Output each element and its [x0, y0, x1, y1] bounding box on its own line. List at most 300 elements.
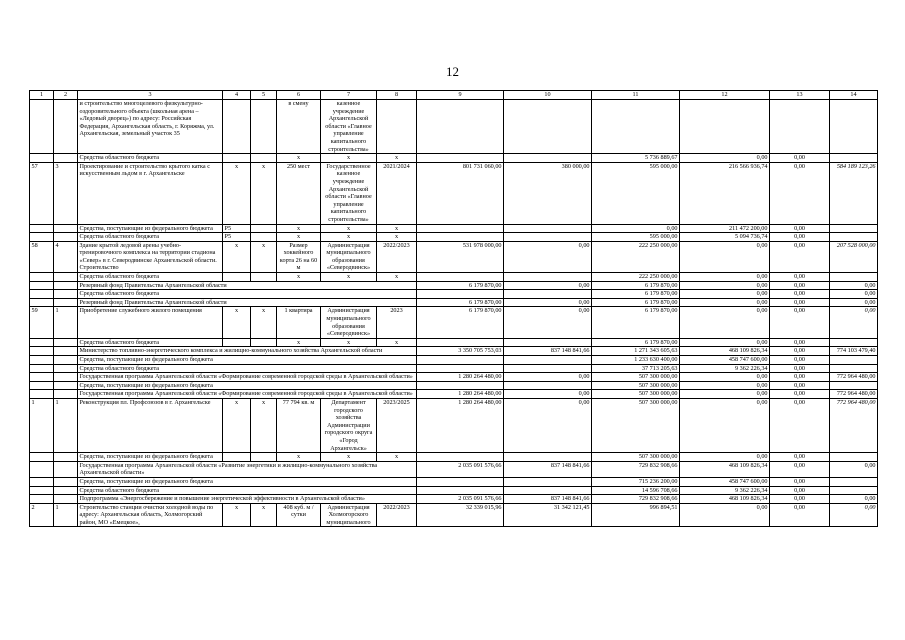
column-number: 8 — [377, 91, 417, 100]
table-cell — [830, 364, 878, 373]
table-cell: 1 квартира — [277, 307, 321, 338]
table-cell: Резервный фонд Правительства Архангельской области — [78, 298, 417, 307]
column-number: 7 — [321, 91, 377, 100]
table-cell: 0,00 — [770, 224, 830, 233]
table-cell — [417, 356, 504, 365]
table-cell: 1 271 343 605,63 — [592, 347, 680, 356]
table-row — [30, 347, 878, 356]
table-cell — [830, 338, 878, 347]
table-cell — [417, 100, 504, 154]
table-cell: 772 964 480,00 — [830, 398, 878, 452]
table-cell — [251, 273, 277, 282]
table-cell — [830, 453, 878, 462]
table-cell: Департамент городского хозяйства Администрации городского округа «Город Архангельск» — [321, 398, 377, 452]
table-cell — [223, 100, 251, 154]
table-cell: 3 350 705 753,03 — [417, 347, 504, 356]
table-cell: 1 — [54, 398, 78, 452]
table-cell: 0,00 — [770, 290, 830, 299]
table-cell: 772 964 480,00 — [830, 373, 878, 382]
table-cell: 6 179 870,00 — [417, 307, 504, 338]
table-cell: 6 179 870,00 — [592, 290, 680, 299]
table-cell: 31 342 121,45 — [504, 503, 592, 527]
table-cell: х — [251, 398, 277, 452]
table-cell: 0,00 — [770, 486, 830, 495]
table-cell: 0,00 — [592, 224, 680, 233]
table-cell: 2 035 091 576,66 — [417, 495, 504, 504]
table-cell — [830, 100, 878, 154]
table-cell: 2 — [30, 503, 54, 527]
table-cell — [223, 154, 251, 163]
table-cell — [30, 281, 54, 290]
table-cell: Администрация Холмогорского муниципального — [321, 503, 377, 527]
table-row — [30, 290, 878, 299]
table-cell — [54, 364, 78, 373]
table-cell: 772 964 480,00 — [830, 390, 878, 399]
table-cell: х — [377, 273, 417, 282]
table-cell: х — [277, 224, 321, 233]
table-row — [30, 233, 878, 242]
table-cell — [54, 495, 78, 504]
column-number: 2 — [54, 91, 78, 100]
table-cell — [30, 154, 54, 163]
table-cell — [54, 347, 78, 356]
table-cell: 0,00 — [680, 398, 770, 452]
table-cell: 211 472 200,00 — [680, 224, 770, 233]
table-cell: 5 736 889,67 — [592, 154, 680, 163]
table-cell — [504, 100, 592, 154]
table-cell — [54, 154, 78, 163]
table-cell — [54, 356, 78, 365]
table-cell — [54, 477, 78, 486]
table-cell — [30, 290, 54, 299]
table-cell: 595 000,00 — [592, 233, 680, 242]
table-cell: х — [277, 453, 321, 462]
table-cell: Р5 — [223, 233, 251, 242]
table-cell — [592, 100, 680, 154]
table-cell: Средства областного бюджета — [78, 233, 223, 242]
table-cell: х — [321, 224, 377, 233]
table-cell: 0,00 — [504, 398, 592, 452]
table-row — [30, 273, 878, 282]
table-row — [30, 477, 878, 486]
table-cell — [504, 338, 592, 347]
table-cell: 9 362 226,34 — [680, 364, 770, 373]
table-cell: 0,00 — [680, 307, 770, 338]
table-cell: 0,00 — [680, 298, 770, 307]
table-cell: х — [321, 338, 377, 347]
table-cell — [830, 477, 878, 486]
table-cell: 3 — [54, 162, 78, 224]
table-cell — [30, 461, 54, 477]
table-cell: 2023/2025 — [377, 398, 417, 452]
table-cell: Здание крытой ледовой арены учебно-тренировочного комплекса на территории стадиона «Север» в г. Северодвинске Архангельской области. Строительство — [78, 241, 223, 272]
table-cell: Средства, поступающие из федерального бюджета — [78, 453, 223, 462]
table-cell: х — [277, 338, 321, 347]
table-cell — [377, 100, 417, 154]
table-cell — [30, 347, 54, 356]
table-cell — [54, 298, 78, 307]
table-cell: 380 000,00 — [504, 162, 592, 224]
table-cell: в смену — [277, 100, 321, 154]
table-cell: 59 — [30, 307, 54, 338]
table-cell: Средства, поступающие из федерального бюджета — [78, 356, 417, 365]
table-cell: 0,00 — [680, 390, 770, 399]
table-cell: 57 — [30, 162, 54, 224]
table-cell — [830, 273, 878, 282]
table-cell — [417, 381, 504, 390]
table-cell — [770, 100, 830, 154]
table-cell: 222 250 000,00 — [592, 273, 680, 282]
table-cell: 0,00 — [770, 398, 830, 452]
table-cell: 0,00 — [770, 381, 830, 390]
table-cell: 0,00 — [680, 273, 770, 282]
table-cell — [417, 364, 504, 373]
table-header-row — [30, 91, 878, 100]
table-cell: х — [223, 241, 251, 272]
table-row — [30, 453, 878, 462]
table-cell — [504, 477, 592, 486]
table-cell: 468 109 826,34 — [680, 347, 770, 356]
table-cell: 0,00 — [770, 281, 830, 290]
column-number: 9 — [417, 91, 504, 100]
table-cell: 595 000,00 — [592, 162, 680, 224]
table-cell — [54, 224, 78, 233]
table-cell: 0,00 — [770, 307, 830, 338]
table-row — [30, 390, 878, 399]
table-cell: 468 109 826,34 — [680, 495, 770, 504]
table-cell: 0,00 — [770, 298, 830, 307]
column-number: 4 — [223, 91, 251, 100]
table-cell: х — [223, 162, 251, 224]
table-cell: 0,00 — [770, 453, 830, 462]
table-cell — [30, 100, 54, 154]
table-cell: 1 280 264 480,00 — [417, 390, 504, 399]
table-cell: Средства, поступающие из федерального бюджета — [78, 224, 223, 233]
table-cell: 1 280 264 480,00 — [417, 373, 504, 382]
table-cell: х — [251, 241, 277, 272]
table-cell — [417, 453, 504, 462]
table-cell: 0,00 — [770, 154, 830, 163]
table-cell: 837 148 841,66 — [504, 495, 592, 504]
table-cell: 0,00 — [830, 281, 878, 290]
column-number: 13 — [770, 91, 830, 100]
table-cell: Подпрограмма «Энергосбережение и повышение энергетической эффективности в Архангельской области» — [78, 495, 417, 504]
table-cell — [680, 100, 770, 154]
table-cell: х — [377, 233, 417, 242]
table-cell — [30, 495, 54, 504]
table-row — [30, 162, 878, 224]
table-cell: 584 189 123,26 — [830, 162, 878, 224]
table-cell — [54, 100, 78, 154]
table-cell — [30, 453, 54, 462]
table-cell: 0,00 — [770, 162, 830, 224]
table-cell: Реконструкция пл. Профсоюзов в г. Архангельске — [78, 398, 223, 452]
table-cell: 2022/2023 — [377, 241, 417, 272]
table-row — [30, 495, 878, 504]
table-cell: 837 148 841,66 — [504, 461, 592, 477]
table-cell: Средства областного бюджета — [78, 486, 417, 495]
table-cell: 2021/2024 — [377, 162, 417, 224]
table-cell: Администрация муниципального образования «Северодвинск» — [321, 307, 377, 338]
table-cell: х — [251, 307, 277, 338]
table-cell: 0,00 — [830, 290, 878, 299]
table-cell — [417, 233, 504, 242]
column-number: 12 — [680, 91, 770, 100]
table-row — [30, 281, 878, 290]
table-cell: Средства, поступающие из федерального бюджета — [78, 477, 417, 486]
page-number: 12 — [446, 64, 459, 79]
table-cell: 2022/2023 — [377, 503, 417, 527]
table-cell: х — [321, 154, 377, 163]
table-cell — [417, 290, 504, 299]
table-cell — [54, 281, 78, 290]
table-cell — [504, 154, 592, 163]
table-cell — [830, 233, 878, 242]
table-cell: 6 179 870,00 — [417, 298, 504, 307]
table-cell — [30, 338, 54, 347]
table-cell: Министерство топливно-энергетического комплекса и жилищно-коммунального хозяйства Архангельской области — [78, 347, 417, 356]
table-cell: 715 236 200,00 — [592, 477, 680, 486]
table-cell: 6 179 870,00 — [592, 338, 680, 347]
table-cell — [223, 273, 251, 282]
table-cell: 0,00 — [504, 241, 592, 272]
table-cell — [54, 273, 78, 282]
table-cell: 0,00 — [770, 495, 830, 504]
table-cell: Администрация муниципального образования «Северодвинск» — [321, 241, 377, 272]
table-cell — [830, 486, 878, 495]
table-cell — [830, 224, 878, 233]
table-cell: 222 250 000,00 — [592, 241, 680, 272]
table-cell: 507 300 000,00 — [592, 381, 680, 390]
table-cell — [30, 373, 54, 382]
table-cell: 32 339 015,96 — [417, 503, 504, 527]
table-cell — [504, 290, 592, 299]
table-cell — [223, 453, 251, 462]
table-cell: 0,00 — [770, 241, 830, 272]
table-cell: 37 713 205,63 — [592, 364, 680, 373]
table-cell: 6 179 870,00 — [592, 307, 680, 338]
table-cell: 2023 — [377, 307, 417, 338]
table-cell — [54, 390, 78, 399]
table-cell: 1 — [30, 398, 54, 452]
table-cell — [223, 338, 251, 347]
table-cell: 0,00 — [680, 453, 770, 462]
table-cell: х — [377, 224, 417, 233]
table-cell: 0,00 — [770, 373, 830, 382]
table-cell: 1 — [54, 503, 78, 527]
table-cell: 6 179 870,00 — [592, 298, 680, 307]
table-cell — [504, 224, 592, 233]
table-cell: 837 148 841,66 — [504, 347, 592, 356]
table-cell: 0,00 — [770, 347, 830, 356]
table-cell: Средства областного бюджета — [78, 154, 223, 163]
column-number: 1 — [30, 91, 54, 100]
table-cell: х — [321, 273, 377, 282]
table-cell — [30, 381, 54, 390]
table-cell: 0,00 — [504, 390, 592, 399]
table-cell: 531 978 000,00 — [417, 241, 504, 272]
table-cell: 58 — [30, 241, 54, 272]
table-cell: 458 747 600,00 — [680, 356, 770, 365]
table-cell — [54, 338, 78, 347]
table-cell — [30, 224, 54, 233]
table-cell: 468 109 826,34 — [680, 461, 770, 477]
table-cell: 0,00 — [680, 281, 770, 290]
table-cell: 14 596 708,66 — [592, 486, 680, 495]
table-cell: Приобретение служебного жилого помещения — [78, 307, 223, 338]
table-cell — [30, 233, 54, 242]
table-cell: х — [223, 398, 251, 452]
table-cell: 216 566 936,74 — [680, 162, 770, 224]
table-cell — [251, 154, 277, 163]
table-cell — [251, 338, 277, 347]
table-cell: 0,00 — [770, 338, 830, 347]
table-cell — [54, 233, 78, 242]
table-cell: 0,00 — [770, 477, 830, 486]
table-cell — [54, 453, 78, 462]
table-row — [30, 154, 878, 163]
table-cell: 0,00 — [830, 503, 878, 527]
table-cell — [504, 356, 592, 365]
column-number: 14 — [830, 91, 878, 100]
table-cell: 0,00 — [504, 281, 592, 290]
table-cell — [251, 233, 277, 242]
table-cell: 996 894,51 — [592, 503, 680, 527]
table-cell — [417, 486, 504, 495]
table-cell: Средства, поступающие из федерального бюджета — [78, 381, 417, 390]
table-cell: Государственная программа Архангельской области «Развитие энергетики и жилищно-коммунального хозяйства Архангельской области» — [78, 461, 417, 477]
table-cell — [251, 453, 277, 462]
table-cell: Средства областного бюджета — [78, 290, 417, 299]
table-cell: 729 832 908,66 — [592, 495, 680, 504]
column-number: 10 — [504, 91, 592, 100]
table-cell: Средства областного бюджета — [78, 273, 223, 282]
table-cell: х — [277, 154, 321, 163]
table-cell — [54, 381, 78, 390]
table-cell — [417, 224, 504, 233]
table-row — [30, 364, 878, 373]
table-row — [30, 503, 878, 527]
table-cell — [830, 154, 878, 163]
table-row — [30, 224, 878, 233]
table-cell: 5 094 736,74 — [680, 233, 770, 242]
table-cell: Государственная программа Архангельской области «Формирование современной городской среды в Архангельской области» — [78, 373, 417, 382]
table-cell: 507 300 000,00 — [592, 390, 680, 399]
table-cell: 0,00 — [680, 290, 770, 299]
table-cell — [504, 273, 592, 282]
table-cell: 0,00 — [770, 273, 830, 282]
table-cell — [504, 233, 592, 242]
table-cell — [504, 453, 592, 462]
table-cell: 0,00 — [830, 307, 878, 338]
table-cell: 0,00 — [680, 338, 770, 347]
table-cell: 9 362 226,34 — [680, 486, 770, 495]
table-cell: х — [377, 453, 417, 462]
table-cell — [30, 390, 54, 399]
table-row — [30, 356, 878, 365]
table-cell — [417, 477, 504, 486]
table-cell: 729 832 908,66 — [592, 461, 680, 477]
table-cell: 0,00 — [830, 495, 878, 504]
table-cell — [417, 338, 504, 347]
table-row — [30, 461, 878, 477]
table-cell: х — [321, 233, 377, 242]
table-cell — [30, 273, 54, 282]
table-cell: х — [251, 162, 277, 224]
table-row — [30, 381, 878, 390]
table-cell: Резервный фонд Правительства Архангельской области — [78, 281, 417, 290]
table-cell — [54, 290, 78, 299]
table-cell: 2 035 091 576,66 — [417, 461, 504, 477]
table-cell: 0,00 — [680, 373, 770, 382]
table-cell: 4 — [54, 241, 78, 272]
table-row — [30, 241, 878, 272]
budget-table — [29, 90, 878, 527]
table-cell — [830, 381, 878, 390]
table-cell — [251, 224, 277, 233]
table-cell: казенное учреждение Архангельской области «Главное управление капитального строительства» — [321, 100, 377, 154]
table-cell: Государственная программа Архангельской области «Формирование современной городской среды в Архангельской области» — [78, 390, 417, 399]
table-cell — [504, 364, 592, 373]
table-cell: 507 300 000,00 — [592, 373, 680, 382]
table-cell — [504, 486, 592, 495]
table-cell — [504, 381, 592, 390]
table-cell: Государственное казенное учреждение Архангельской области «Главное управление капитального строительства» — [321, 162, 377, 224]
table-row — [30, 398, 878, 452]
table-cell: и строительство многоцелевого физкультурно-оздоровительного объекта (школьная арена – «Ледовый дворец») по адресу: Российская Федерация, Архангельская область, г. Коряжма, ул. Архангельская, земельный участок 35 — [78, 100, 223, 154]
table-cell: 0,00 — [504, 298, 592, 307]
table-row — [30, 338, 878, 347]
column-number: 3 — [78, 91, 223, 100]
table-cell: 1 280 264 480,00 — [417, 398, 504, 452]
table-cell: х — [321, 453, 377, 462]
table-cell: х — [223, 307, 251, 338]
table-cell: 1 — [54, 307, 78, 338]
table-cell: 458 747 600,00 — [680, 477, 770, 486]
table-cell: 801 731 060,00 — [417, 162, 504, 224]
table-row — [30, 486, 878, 495]
table-cell — [30, 298, 54, 307]
table-cell — [30, 356, 54, 365]
table-cell: 6 179 870,00 — [592, 281, 680, 290]
table-cell: 6 179 870,00 — [417, 281, 504, 290]
table-cell: 0,00 — [830, 461, 878, 477]
table-row — [30, 298, 878, 307]
table-cell: 0,00 — [770, 503, 830, 527]
table-cell: 0,00 — [770, 356, 830, 365]
table-cell: 77 794 кв. м — [277, 398, 321, 452]
table-cell — [54, 461, 78, 477]
table-cell: 0,00 — [680, 154, 770, 163]
column-number: 6 — [277, 91, 321, 100]
table-cell: 0,00 — [680, 241, 770, 272]
table-cell: 0,00 — [680, 381, 770, 390]
table-cell: х — [251, 503, 277, 527]
table-cell — [30, 477, 54, 486]
table-cell: 0,00 — [770, 364, 830, 373]
table-cell — [54, 373, 78, 382]
table-cell: Проектирование и строительство крытого катка с искусственным льдом в г. Архангельске — [78, 162, 223, 224]
table-cell: 0,00 — [770, 390, 830, 399]
table-cell — [417, 273, 504, 282]
table-cell: 0,00 — [504, 307, 592, 338]
table-row — [30, 373, 878, 382]
table-row — [30, 100, 878, 154]
table-cell: х — [377, 154, 417, 163]
table-cell: 1 233 630 400,00 — [592, 356, 680, 365]
table-cell: Размер хоккейного корта 26 на 60 м — [277, 241, 321, 272]
table-cell — [30, 486, 54, 495]
